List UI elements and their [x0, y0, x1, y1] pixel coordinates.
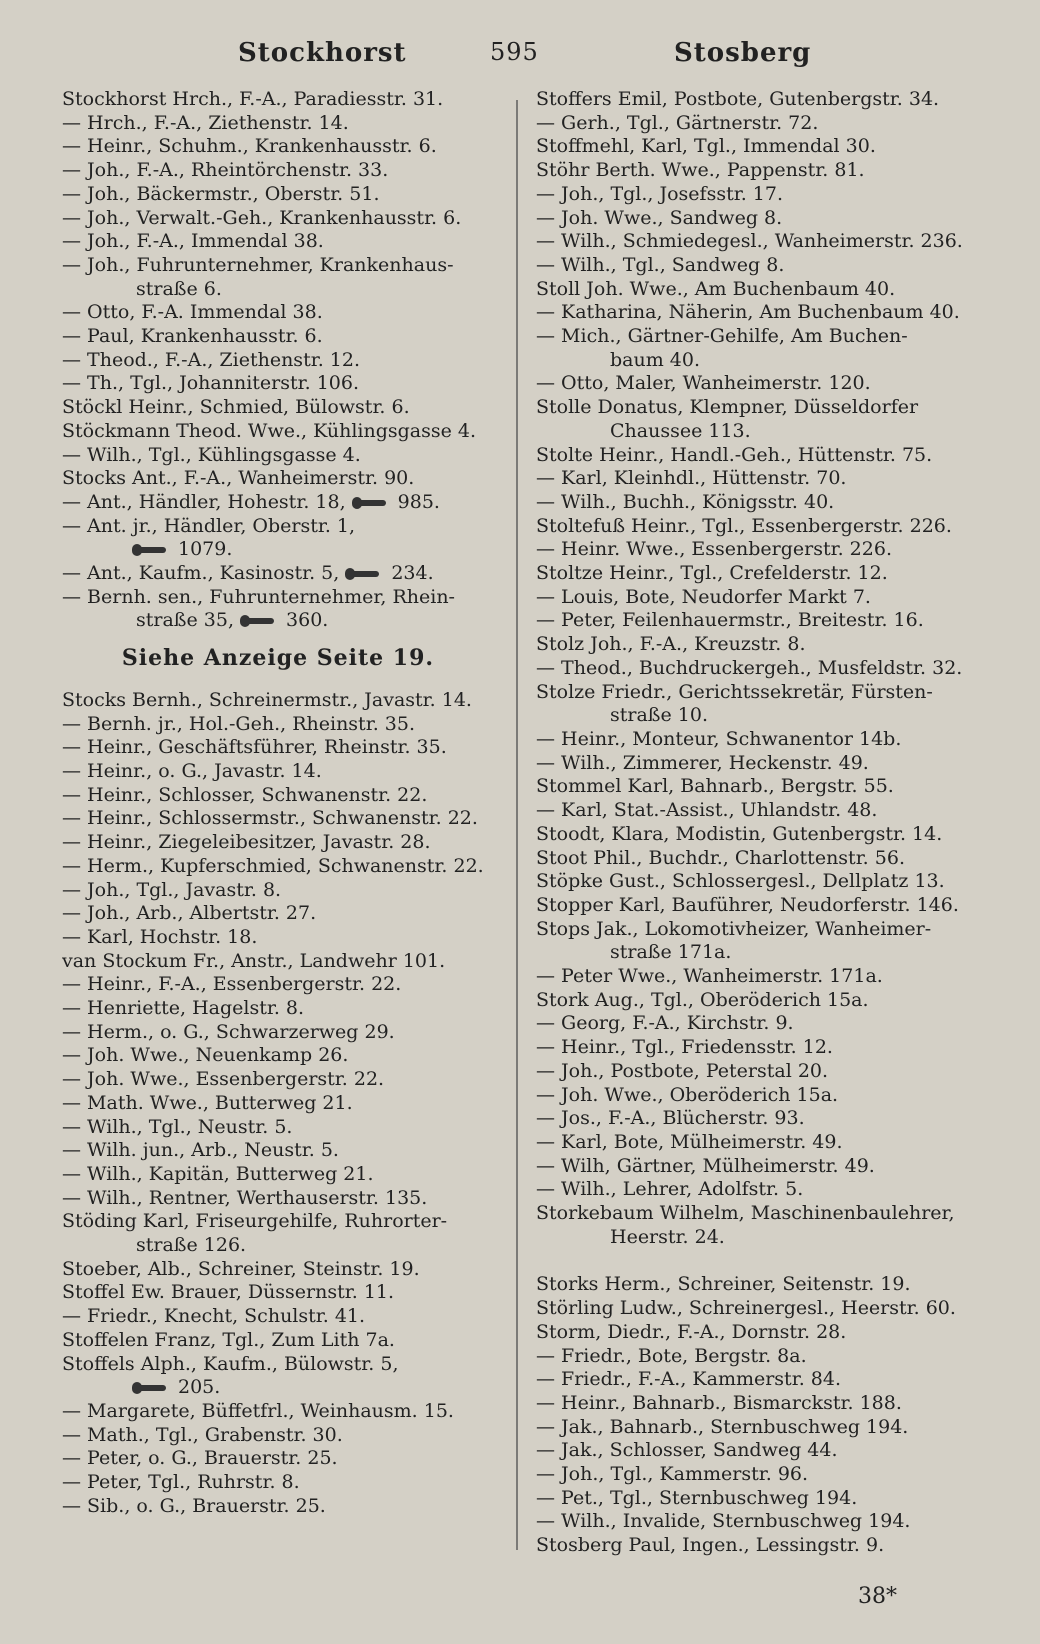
page-number: 595 [490, 38, 539, 66]
entry-text: Störling Ludw., Schreinergesl., Heerstr. 60. [536, 1297, 956, 1320]
entry-text: — Wilh., Kapitän, Butterweg 21. [62, 1162, 374, 1185]
entry-text: — Jak., Schlosser, Sandweg 44. [536, 1439, 838, 1462]
entry-text: — Wilh., Rentner, Werthauserstr. 135. [62, 1186, 428, 1209]
entry-text: Stops Jak., Lokomotivheizer, Wanheimer- [536, 917, 932, 940]
entry-text: Stoll Joh. Wwe., Am Buchenbaum 40. [536, 277, 896, 300]
directory-entry [536, 135, 984, 159]
directory-entry [536, 301, 984, 325]
directory-entry [62, 467, 494, 491]
directory-entry [536, 1297, 984, 1321]
directory-entry [536, 1534, 984, 1558]
directory-entry [62, 538, 494, 562]
phone-number: 205. [178, 1376, 221, 1399]
directory-entry [536, 1345, 984, 1369]
directory-entry [536, 538, 984, 562]
directory-entry [536, 1036, 984, 1060]
entry-text: — Joh., F.-A., Immendal 38. [62, 230, 324, 253]
directory-entry [536, 562, 984, 586]
entry-text: — Peter Wwe., Wanheimerstr. 171a. [536, 965, 883, 988]
entry-text: Heerstr. 24. [610, 1225, 725, 1248]
sheet-signature: 38* [858, 1584, 897, 1609]
entry-text: Stolle Donatus, Klempner, Düsseldorfer [536, 396, 919, 419]
directory-entry [62, 689, 494, 713]
directory-entry [536, 1131, 984, 1155]
directory-entry [536, 1368, 984, 1392]
entry-text: Stoeber, Alb., Schreiner, Steinstr. 19. [62, 1257, 420, 1280]
directory-entry [536, 1107, 984, 1131]
entry-text: — Katharina, Näherin, Am Buchenbaum 40. [536, 301, 960, 324]
entry-text: — Otto, F.-A. Immendal 38. [62, 301, 323, 324]
directory-entry [536, 444, 984, 468]
entry-text: — Friedr., Knecht, Schulstr. 41. [62, 1305, 366, 1328]
entry-text: — Karl, Kleinhdl., Hüttenstr. 70. [536, 467, 847, 490]
entry-text: Stoffelen Franz, Tgl., Zum Lith 7a. [62, 1328, 395, 1351]
directory-entry [62, 1471, 494, 1495]
directory-entry [62, 1376, 494, 1400]
entry-text: — Jos., F.-A., Blücherstr. 93. [536, 1107, 805, 1130]
directory-entry [536, 894, 984, 918]
directory-entry [62, 831, 494, 855]
entry-text: Stoffmehl, Karl, Tgl., Immendal 30. [536, 135, 876, 158]
entry-text: Stocks Bernh., Schreinermstr., Javastr. 14. [62, 688, 472, 711]
entry-text: — Henriette, Hagelstr. 8. [62, 997, 305, 1020]
entry-continuation [62, 278, 494, 302]
page-header [0, 38, 1040, 78]
directory-entry [62, 491, 494, 515]
entry-text: — Friedr., Bote, Bergstr. 8a. [536, 1344, 807, 1367]
entry-continuation [62, 1234, 494, 1258]
directory-entry [62, 1281, 494, 1305]
entry-text: — Wilh., Buchh., Königsstr. 40. [536, 490, 835, 513]
entry-text: — Wilh, Gärtner, Mülheimerstr. 49. [536, 1154, 875, 1177]
directory-entry [62, 1021, 494, 1045]
directory-entry [62, 855, 494, 879]
entry-text: — Heinr., Monteur, Schwanentor 14b. [536, 727, 902, 750]
directory-entry [536, 278, 984, 302]
entry-text: — Wilh. jun., Arb., Neustr. 5. [62, 1139, 339, 1162]
entry-text: — Peter, o. G., Brauerstr. 25. [62, 1447, 338, 1470]
entry-text: — Herm., o. G., Schwarzerweg 29. [62, 1020, 395, 1043]
entry-text: straße 126. [136, 1234, 247, 1257]
directory-entry [62, 562, 494, 586]
directory-entry [536, 1202, 984, 1226]
entry-text: — Math. Wwe., Butterweg 21. [62, 1091, 353, 1114]
directory-entry [536, 847, 984, 871]
entry-text: — Peter, Tgl., Ruhrstr. 8. [62, 1471, 300, 1494]
directory-entry [536, 728, 984, 752]
directory-entry [62, 1258, 494, 1282]
entry-text: Stocks Ant., F.-A., Wanheimerstr. 90. [62, 467, 415, 490]
entry-text: — Karl, Hochstr. 18. [62, 925, 258, 948]
directory-entry [62, 515, 494, 539]
directory-entry [536, 254, 984, 278]
directory-entry [62, 159, 494, 183]
entry-text: van Stockum Fr., Anstr., Landwehr 101. [62, 949, 446, 972]
directory-entry [62, 230, 494, 254]
entry-text: — Friedr., F.-A., Kammerstr. 84. [536, 1368, 841, 1391]
directory-entry [536, 870, 984, 894]
directory-entry [536, 1487, 984, 1511]
directory-entry [62, 88, 494, 112]
directory-entry [536, 989, 984, 1013]
entry-text: — Joh., Arb., Albertstr. 27. [62, 902, 317, 925]
entry-text: — Ant., Händler, Hohestr. 18, [62, 490, 346, 513]
entry-text: — Wilh., Lehrer, Adolfstr. 5. [536, 1178, 804, 1201]
entry-text: — Herm., Kupferschmied, Schwanenstr. 22. [62, 854, 484, 877]
entry-text: Storm, Diedr., F.-A., Dornstr. 28. [536, 1320, 847, 1343]
entry-text: Storkebaum Wilhelm, Maschinenbaulehrer, [536, 1202, 955, 1225]
entry-text: — Pet., Tgl., Sternbuschweg 194. [536, 1486, 858, 1509]
entry-text: — Joh., Tgl., Kammerstr. 96. [536, 1463, 809, 1486]
directory-entry [536, 775, 984, 799]
entry-text: — Heinr., Bahnarb., Bismarckstr. 188. [536, 1391, 902, 1414]
entry-text: — Heinr., Geschäftsführer, Rheinstr. 35. [62, 736, 447, 759]
directory-entry [62, 112, 494, 136]
entry-text: — Th., Tgl., Johanniterstr. 106. [62, 372, 359, 395]
directory-entry [536, 1084, 984, 1108]
directory-entry [536, 396, 984, 420]
entry-text: — Wilh., Invalide, Sternbuschweg 194. [536, 1510, 911, 1533]
entry-text: straße 10. [610, 704, 708, 727]
directory-entry [536, 1439, 984, 1463]
entry-text: Stoltefuß Heinr., Tgl., Essenbergerstr. 226. [536, 514, 952, 537]
directory-entry [62, 586, 494, 610]
entry-text: — Peter, Feilenhauermstr., Breitestr. 16. [536, 609, 924, 632]
telephone-icon [240, 615, 280, 627]
entry-text: Stork Aug., Tgl., Oberöderich 15a. [536, 988, 869, 1011]
directory-entry [536, 657, 984, 681]
entry-text: — Heinr., F.-A., Essenbergerstr. 22. [62, 973, 402, 996]
directory-entry [62, 1116, 494, 1140]
entry-text: Chaussee 113. [610, 419, 751, 442]
telephone-icon [132, 1382, 172, 1394]
directory-entry [62, 1139, 494, 1163]
directory-entry [536, 183, 984, 207]
directory-entry [536, 112, 984, 136]
entry-text: — Karl, Bote, Mülheimerstr. 49. [536, 1130, 843, 1153]
entry-text: — Joh. Wwe., Essenbergerstr. 22. [62, 1068, 385, 1091]
directory-entry [536, 1178, 984, 1202]
entry-text: — Joh., F.-A., Rheintörchenstr. 33. [62, 159, 389, 182]
directory-entry [62, 997, 494, 1021]
directory-entry [62, 396, 494, 420]
entry-text: — Heinr., Schuhm., Krankenhausstr. 6. [62, 135, 437, 158]
entry-text: — Paul, Krankenhausstr. 6. [62, 325, 323, 348]
entry-continuation [536, 420, 984, 444]
directory-entry [536, 515, 984, 539]
entry-text: — Joh., Postbote, Peterstal 20. [536, 1059, 829, 1082]
entry-text: — Heinr., Tgl., Friedensstr. 12. [536, 1036, 833, 1059]
directory-entry [62, 973, 494, 997]
directory-entry [536, 325, 984, 349]
entry-text: Stoffels Alph., Kaufm., Bülowstr. 5, [62, 1352, 399, 1375]
entry-continuation [536, 704, 984, 728]
directory-entry [62, 349, 494, 373]
directory-entry [536, 1012, 984, 1036]
entry-text: — Georg, F.-A., Kirchstr. 9. [536, 1012, 794, 1035]
directory-entry [62, 325, 494, 349]
entry-text: Stöckmann Theod. Wwe., Kühlingsgasse 4. [62, 419, 477, 442]
entry-text: — Heinr. Wwe., Essenbergerstr. 226. [536, 538, 892, 561]
entry-text: — Joh., Bäckermstr., Oberstr. 51. [62, 182, 380, 205]
entry-text: Stoffel Ew. Brauer, Düssernstr. 11. [62, 1281, 395, 1304]
directory-entry [62, 254, 494, 278]
entry-text: — Wilh., Schmiedegesl., Wanheimerstr. 236. [536, 230, 963, 253]
directory-entry [536, 1510, 984, 1534]
phone-number: 1079. [178, 538, 233, 561]
entry-text: — Ant. jr., Händler, Oberstr. 1, [62, 514, 356, 537]
directory-entry [62, 301, 494, 325]
entry-text: straße 35, [136, 609, 234, 632]
directory-entry [62, 444, 494, 468]
entry-text: Stopper Karl, Bauführer, Neudorferstr. 146. [536, 893, 959, 916]
entry-text: — Theod., F.-A., Ziethenstr. 12. [62, 348, 360, 371]
entry-text: — Heinr., Schlossermstr., Schwanenstr. 22. [62, 807, 478, 830]
entry-text: — Wilh., Tgl., Kühlingsgasse 4. [62, 443, 361, 466]
directory-entry [536, 609, 984, 633]
entry-text: Stolze Friedr., Gerichtssekretär, Fürsten- [536, 680, 933, 703]
directory-entry [536, 1321, 984, 1345]
phone-number: 985. [397, 490, 440, 513]
entry-text: — Wilh., Tgl., Neustr. 5. [62, 1115, 293, 1138]
directory-entry [62, 207, 494, 231]
directory-entry [62, 760, 494, 784]
entry-text: Stöding Karl, Friseurgehilfe, Ruhrorter- [62, 1210, 448, 1233]
directory-entry [62, 420, 494, 444]
directory-entry [536, 633, 984, 657]
entry-text: — Joh., Tgl., Josefsstr. 17. [536, 182, 783, 205]
entry-text: — Heinr., Schlosser, Schwanenstr. 22. [62, 783, 428, 806]
telephone-icon [352, 497, 392, 509]
entry-text: Stolte Heinr., Handl.-Geh., Hüttenstr. 75. [536, 443, 933, 466]
entry-text: — Sib., o. G., Brauerstr. 25. [62, 1494, 326, 1517]
directory-entry [62, 1187, 494, 1211]
entry-text: — Joh., Fuhrunternehmer, Krankenhaus- [62, 253, 454, 276]
entry-text: — Joh., Tgl., Javastr. 8. [62, 878, 282, 901]
directory-entry [536, 586, 984, 610]
directory-entry [62, 1447, 494, 1471]
entry-text: Stöckl Heinr., Schmied, Bülowstr. 6. [62, 396, 410, 419]
directory-entry [536, 1416, 984, 1440]
entry-text: Stosberg Paul, Ingen., Lessingstr. 9. [536, 1534, 885, 1557]
directory-entry [536, 207, 984, 231]
directory-entry [536, 823, 984, 847]
entry-text: — Heinr., o. G., Javastr. 14. [62, 759, 322, 782]
entry-text: — Otto, Maler, Wanheimerstr. 120. [536, 372, 871, 395]
directory-entry [536, 918, 984, 942]
entry-text: — Mich., Gärtner-Gehilfe, Am Buchen- [536, 325, 908, 348]
entry-text: — Joh., Verwalt.-Geh., Krankenhausstr. 6. [62, 206, 462, 229]
directory-entry [536, 799, 984, 823]
directory-entry [62, 1305, 494, 1329]
directory-entry [536, 1463, 984, 1487]
header-right-keyword: Stosberg [674, 38, 812, 68]
entry-text: — Joh. Wwe., Oberöderich 15a. [536, 1083, 839, 1106]
entry-text: Stockhorst Hrch., F.-A., Paradiesstr. 31. [62, 88, 444, 110]
entry-continuation [536, 941, 984, 965]
entry-text: — Joh. Wwe., Neuenkamp 26. [62, 1044, 349, 1067]
entry-text: Stoot Phil., Buchdr., Charlottenstr. 56. [536, 846, 905, 869]
entry-continuation [62, 609, 494, 633]
advertisement-notice: Siehe Anzeige Seite 19. [121, 645, 435, 672]
directory-entry [536, 230, 984, 254]
directory-entry [62, 183, 494, 207]
entry-text: — Math., Tgl., Grabenstr. 30. [62, 1423, 343, 1446]
directory-entry [62, 807, 494, 831]
entry-text: — Heinr., Ziegeleibesitzer, Javastr. 28. [62, 831, 431, 854]
entry-text: — Wilh., Tgl., Sandweg 8. [536, 253, 785, 276]
phone-number: 360. [286, 609, 329, 632]
entry-text: — Bernh. jr., Hol.-Geh., Rheinstr. 35. [62, 712, 415, 735]
entry-text: — Gerh., Tgl., Gärtnerstr. 72. [536, 111, 819, 134]
entry-continuation [536, 349, 984, 373]
directory-entry [536, 372, 984, 396]
directory-entry [62, 1092, 494, 1116]
directory-entry [62, 1068, 494, 1092]
entry-text: — Karl, Stat.-Assist., Uhlandstr. 48. [536, 799, 878, 822]
directory-entry [62, 713, 494, 737]
directory-entry [62, 1163, 494, 1187]
entry-text: Stommel Karl, Bahnarb., Bergstr. 55. [536, 775, 894, 798]
left-column [62, 88, 494, 1518]
entry-text: — Jak., Bahnarb., Sternbuschweg 194. [536, 1415, 909, 1438]
directory-entry [62, 784, 494, 808]
directory-entry [62, 372, 494, 396]
directory-entry [536, 1273, 984, 1297]
entry-continuation [536, 1226, 984, 1250]
entry-text: Stoffers Emil, Postbote, Gutenbergstr. 34. [536, 88, 940, 110]
header-left-keyword: Stockhorst [238, 38, 407, 68]
entry-text: — Theod., Buchdruckergeh., Musfeldstr. 32. [536, 656, 963, 679]
directory-entry [536, 1155, 984, 1179]
spacer [536, 1249, 984, 1273]
entry-text: baum 40. [610, 348, 700, 371]
entry-text: — Margarete, Büffetfrl., Weinhausm. 15. [62, 1399, 454, 1422]
entry-text: — Hrch., F.-A., Ziethenstr. 14. [62, 111, 349, 134]
telephone-icon [132, 544, 172, 556]
directory-entry [62, 926, 494, 950]
entry-text: — Ant., Kaufm., Kasinostr. 5, [62, 562, 340, 585]
directory-entry [62, 879, 494, 903]
directory-entry [536, 159, 984, 183]
directory-entry [62, 1353, 494, 1377]
directory-entry [62, 950, 494, 974]
directory-entry [62, 1495, 494, 1519]
entry-text: Stoodt, Klara, Modistin, Gutenbergstr. 14. [536, 822, 943, 845]
right-column [536, 88, 984, 1558]
entry-text: straße 6. [136, 277, 222, 300]
directory-entry [62, 1329, 494, 1353]
directory-entry [536, 467, 984, 491]
telephone-icon [345, 568, 385, 580]
phone-number: 234. [391, 562, 434, 585]
directory-entry [536, 491, 984, 515]
entry-text: straße 171a. [610, 941, 732, 964]
directory-entry [62, 1424, 494, 1448]
directory-entry [536, 88, 984, 112]
directory-entry [536, 1060, 984, 1084]
directory-entry [62, 1210, 494, 1234]
directory-entry [62, 736, 494, 760]
directory-entry [536, 681, 984, 705]
directory-entry [62, 1400, 494, 1424]
directory-entry [62, 902, 494, 926]
entry-text: — Wilh., Zimmerer, Heckenstr. 49. [536, 751, 869, 774]
entry-text: Stoltze Heinr., Tgl., Crefelderstr. 12. [536, 562, 888, 585]
entry-text: Stolz Joh., F.-A., Kreuzstr. 8. [536, 633, 806, 656]
entry-text: — Louis, Bote, Neudorfer Markt 7. [536, 585, 871, 608]
directory-entry [536, 1392, 984, 1416]
column-divider [516, 100, 518, 1550]
entry-text: Stöpke Gust., Schlossergesl., Dellplatz 13. [536, 870, 945, 893]
directory-entry [62, 135, 494, 159]
directory-entry [536, 752, 984, 776]
directory-entry [536, 965, 984, 989]
entry-text: Stöhr Berth. Wwe., Pappenstr. 81. [536, 159, 865, 182]
entry-text: — Bernh. sen., Fuhrunternehmer, Rhein- [62, 585, 455, 608]
entry-text: — Joh. Wwe., Sandweg 8. [536, 206, 783, 229]
entry-text: Storks Herm., Schreiner, Seitenstr. 19. [536, 1273, 911, 1296]
directory-entry [62, 1044, 494, 1068]
